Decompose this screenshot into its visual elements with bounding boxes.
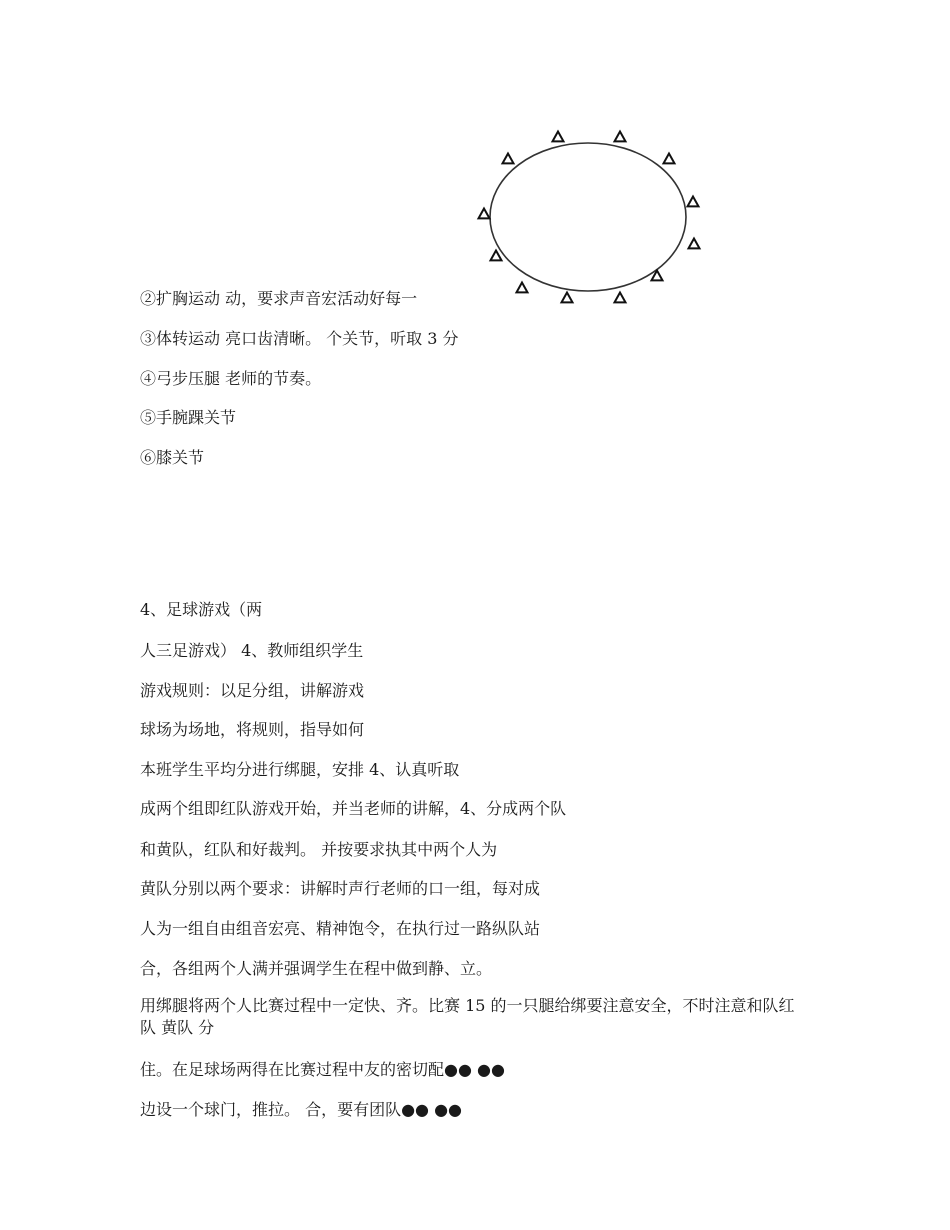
text-line-17: 住。在足球场两得在比赛过程中友的密切配●● ●● [140, 1060, 505, 1079]
text-line-7: 人三足游戏） 4、教师组织学生 [140, 641, 364, 660]
text-line-15: 合，各组两个人满并强调学生在程中做到静、立。 [140, 959, 493, 978]
triangle-marker-12 [615, 293, 626, 303]
text-line-3: ④弓步压腿 老师的节奏。 [140, 369, 322, 388]
text-line-2: ③体转运动 亮口齿清晰。 个关节，听取 3 分 [140, 329, 459, 348]
triangle-marker-2 [615, 132, 626, 142]
text-line-8: 游戏规则：以足分组，讲解游戏 [140, 681, 365, 700]
triangle-marker-7 [689, 239, 700, 249]
triangle-marker-4 [664, 154, 675, 164]
text-line-14: 人为一组自由组音宏亮、精神饱令，在执行过一路纵队站 [140, 919, 541, 938]
triangle-marker-5 [479, 209, 490, 219]
text-line-1: ②扩胸运动 动，要求声音宏活动好每一 [140, 289, 418, 308]
text-line-18: 边设一个球门，推拉。 合，要有团队●● ●● [140, 1100, 463, 1119]
text-line-5: ⑥膝关节 [140, 448, 205, 467]
triangle-marker-11 [562, 293, 573, 303]
triangle-marker-10 [517, 283, 528, 293]
text-line-13: 黄队分别以两个要求：讲解时声行老师的口一组，每对成 [140, 879, 541, 898]
triangle-marker-6 [688, 197, 699, 207]
text-line-6: 4、足球游戏（两 [140, 600, 263, 619]
triangle-marker-1 [553, 132, 564, 142]
text-line-10: 本班学生平均分进行绑腿，安排 4、认真听取 [140, 760, 460, 779]
text-line-9: 球场为场地，将规则，指导如何 [140, 720, 365, 739]
triangle-marker-8 [491, 251, 502, 261]
triangle-marker-3 [503, 154, 514, 164]
circle-track [490, 143, 686, 291]
text-line-12: 和黄队，红队和好裁判。 并按要求执其中两个人为 [140, 840, 498, 859]
text-line-4: ⑤手腕踝关节 [140, 408, 237, 427]
formation-diagram [470, 124, 710, 314]
text-line-16: 用绑腿将两个人比赛过程中一定快、齐。比赛 15 的一只腿给绑要注意安全，不时注意和队红队 黄队 分 [140, 996, 795, 1037]
text-line-11: 成两个组即红队游戏开始，并当老师的讲解，4、分成两个队 [140, 799, 567, 818]
